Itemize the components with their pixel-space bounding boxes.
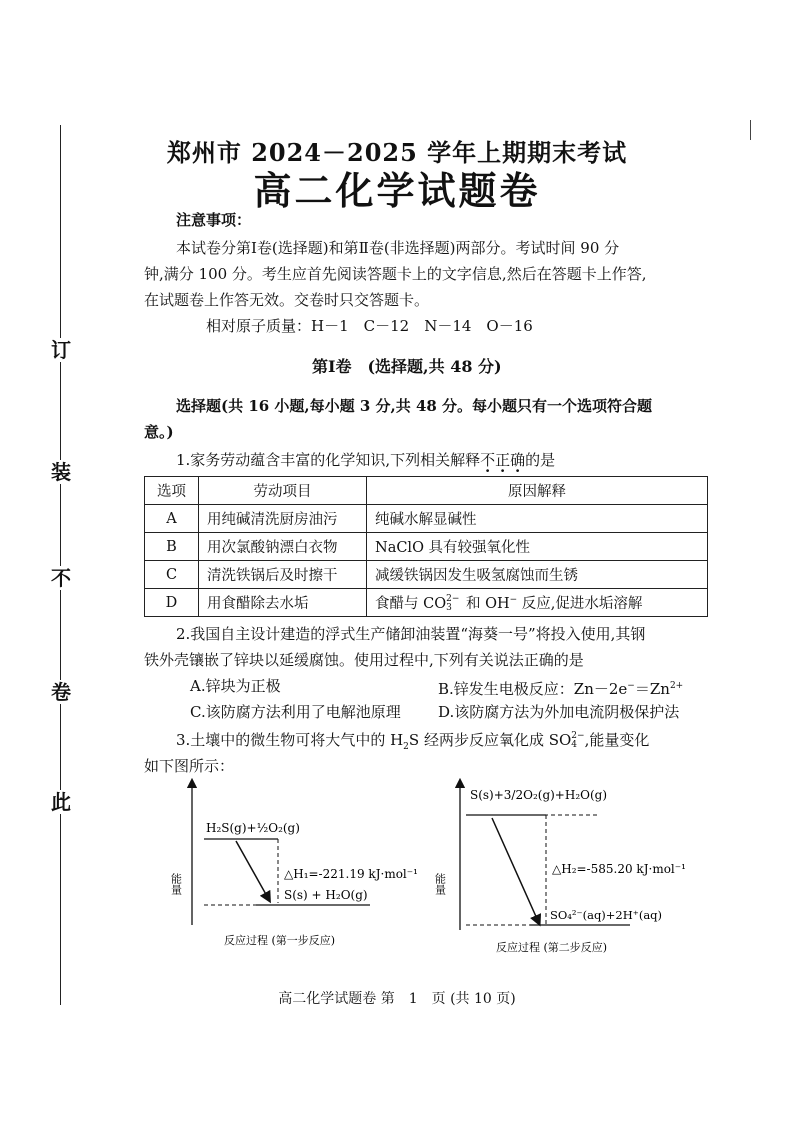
row-task: 清洗铁锅后及时擦干 [199,561,367,589]
row-reason [367,589,708,617]
binding-char-2: 装 [51,460,71,484]
notice-line-2: 钟,满分 100 分。考生应首先阅读答题卡上的文字信息,然后在答题卡上作答, [144,265,647,283]
table-row [145,589,708,617]
enthalpy-label: △H₁=-221.19 kJ·mol⁻¹ [284,867,418,881]
reason-text-c: 反应,促进水垢溶解 [517,596,643,612]
row-task: 用次氯酸钠漂白衣物 [199,533,367,561]
reactant-label: S(s)+3/2O₂(g)+H₂O(g) [470,788,608,802]
paper-title: 高二化学试题卷 [253,168,541,213]
row-option: D [145,589,199,617]
row-option: C [145,561,199,589]
q2-option-b-text2: ＝Zn [634,680,670,698]
row-reason: NaClO 具有较强氧化性 [367,533,708,561]
q2-option-a: A.锌块为正极 [190,677,281,695]
binding-char-3: 不 [51,566,71,590]
section-title: 第Ⅰ卷 (选择题,共 48 分) [312,357,502,376]
carbonate-charge: 2− [446,594,460,604]
atomic-masses: 相对原子质量：H－1 C－12 N－14 O－16 [206,317,533,335]
product-label: SO₄²⁻(aq)+2H⁺(aq) [550,908,663,922]
q3-stem-1 [176,728,649,760]
reaction-arrow [236,841,268,898]
zinc-charge: 2+ [669,681,684,691]
q3-text-a: 3.土壤中的微生物可将大气中的 H [176,731,404,749]
carbonate-subscript: 3 [446,603,452,613]
section-instructions-2: 意。) [144,423,174,441]
binding-char-1: 订 [51,338,71,362]
row-reason: 纯碱水解显碱性 [367,505,708,533]
header-reason: 原因解释 [367,477,708,505]
y-axis-label: 能量 [169,873,183,895]
row-task: 用纯碱清洗厨房油污 [199,505,367,533]
notice-heading: 注意事项： [176,211,252,229]
table-row [145,533,708,561]
reason-text-a: 食醋与 CO [375,596,447,612]
enthalpy-label: △H₂=-585.20 kJ·mol⁻¹ [552,862,686,876]
row-option: A [145,505,199,533]
q1-stem [176,448,555,473]
energy-diagram-step1 [160,775,418,955]
q1-table [144,476,708,617]
q1-stem-end: 的是 [525,451,556,469]
q1-emphasis-1: 不 [480,451,496,469]
reason-text-b: 和 OH [461,596,510,612]
x-axis-label: 反应过程 (第一步反应) [224,934,336,947]
page-footer: 高二化学试题卷 第 1 页 (共 10 页) [278,991,516,1007]
q1-stem-text: 1.家务劳动蕴含丰富的化学知识,下列相关解释 [176,451,481,469]
table-row [145,505,708,533]
q3-text-b: S 经两步反应氧化成 SO [408,731,572,749]
row-task: 用食醋除去水垢 [199,589,367,617]
x-axis-label: 反应过程 (第二步反应) [496,941,608,954]
exam-title: 郑州市 2024－2025 学年上期期末考试 [166,138,628,167]
header-option: 选项 [145,477,199,505]
reaction-arrow [492,818,538,921]
hydroxide-charge: − [509,595,518,606]
row-reason: 减缓铁锅因发生吸氢腐蚀而生锈 [367,561,708,589]
y-axis-label: 能量 [433,873,447,895]
electron-charge: − [627,681,635,691]
table-row [145,561,708,589]
notice-line-3: 在试题卷上作答无效。交卷时只交答题卡。 [144,291,430,309]
q3-stem-2: 如下图所示： [144,757,235,775]
binding-char-4: 卷 [51,680,71,704]
h2s-subscript: 2 [403,742,409,752]
header-task: 劳动项目 [199,477,367,505]
binding-char-5: 此 [51,790,71,814]
q2-stem-1: 2.我国自主设计建造的浮式生产储卸油装置“海葵一号”将投入使用,其钢 [176,625,646,643]
q2-option-c: C.该防腐方法利用了电解池原理 [190,703,401,721]
product-label: S(s) + H₂O(g) [284,888,368,902]
binding-line [60,125,61,1005]
q2-option-b [438,674,683,702]
energy-diagram-step2 [430,775,700,960]
section-instructions-1: 选择题(共 16 小题,每小题 3 分,共 48 分。每小题只有一个选项符合题 [176,397,653,415]
notice-line-1: 本试卷分第Ⅰ卷(选择题)和第Ⅱ卷(非选择题)两部分。考试时间 90 分 [176,239,620,257]
q1-emphasis-3: 确 [510,451,526,469]
reactant-label: H₂S(g)+½O₂(g) [206,821,300,835]
q2-option-d: D.该防腐方法为外加电流阴极保护法 [438,703,680,721]
q1-emphasis-2: 正 [495,451,511,469]
sulfate-subscript: 4 [571,740,578,750]
row-option: B [145,533,199,561]
q2-option-b-text: B.锌发生电极反应：Zn－2e [438,680,628,698]
q2-stem-2: 铁外壳镶嵌了锌块以延缓腐蚀。使用过程中,下列有关说法正确的是 [144,651,584,669]
sulfate-charge: 2− [571,731,585,741]
table-header-row [145,477,708,505]
q3-text-c: ,能量变化 [584,731,650,749]
